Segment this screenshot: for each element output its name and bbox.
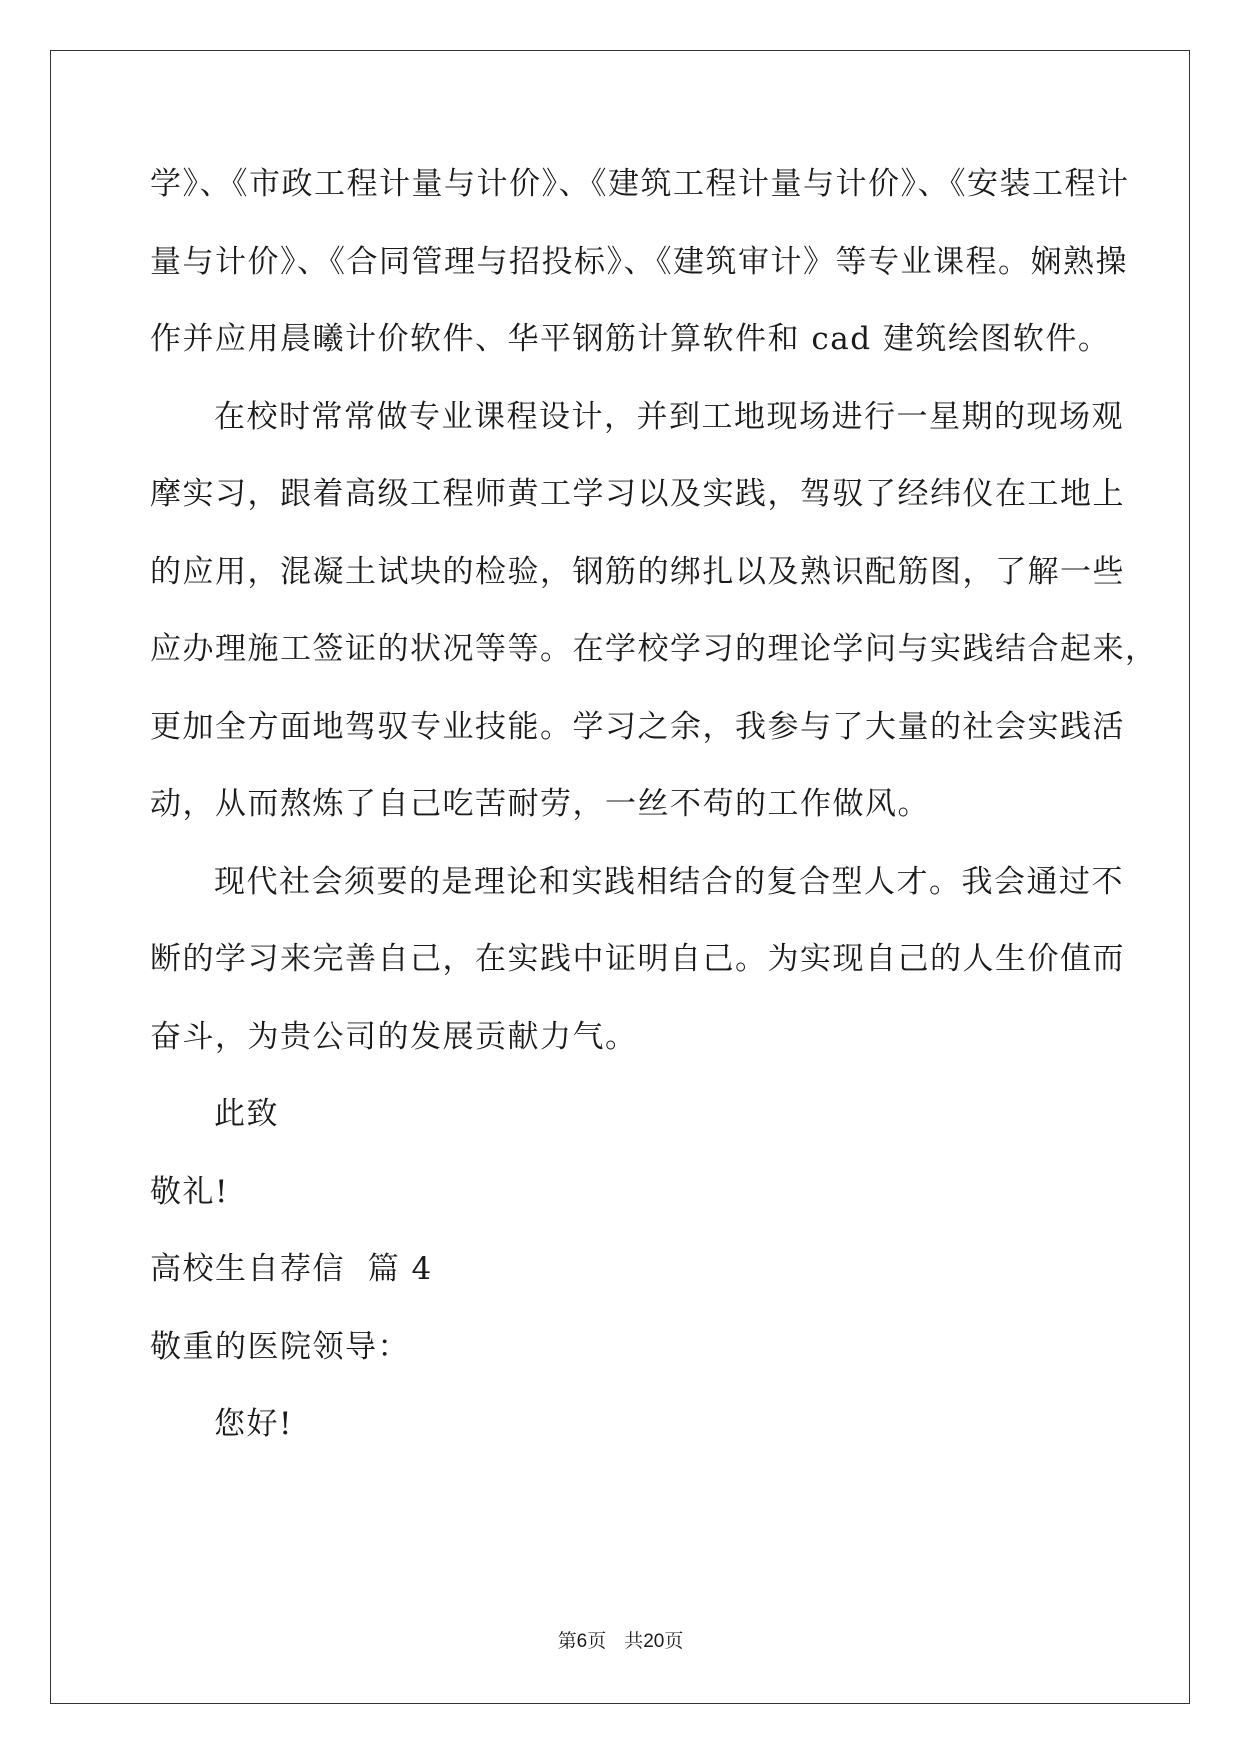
text-line: 量与计价》、《合同管理与招投标》、《建筑审计》等专业课程。娴熟操 bbox=[150, 243, 1128, 280]
total-page-number: 20 bbox=[643, 1631, 665, 1652]
section-heading: 高校生自荐信 篇 4 bbox=[150, 1251, 433, 1287]
addressee-line: 敬重的医院领导： bbox=[150, 1328, 410, 1365]
page-prefix: 第 bbox=[557, 1630, 577, 1652]
text-line: 作并应用晨曦计价软件、华平钢筋计算软件和 cad 建筑绘图软件。 bbox=[150, 321, 1111, 357]
text-line: 学》、《市政工程计量与计价》、《建筑工程计量与计价》、《安装工程计 bbox=[150, 166, 1130, 202]
text-line: 摩实习，跟着高级工程师黄工学习以及实践，驾驭了经纬仪在工地上 bbox=[150, 476, 1125, 512]
page-suffix: 页 bbox=[587, 1630, 607, 1652]
document-body bbox=[150, 162, 1158, 1480]
total-prefix: 共 bbox=[624, 1630, 644, 1652]
greeting-line: 您好! bbox=[214, 1406, 293, 1442]
text-line: 动，从而熬炼了自己吃苦耐劳，一丝不苟的工作做风。 bbox=[150, 786, 930, 822]
page-footer bbox=[0, 1626, 1241, 1653]
salutation-line: 敬礼! bbox=[150, 1173, 229, 1210]
text-line: 的应用，混凝土试块的检验，钢筋的绑扎以及熟识配筋图，了解一些 bbox=[150, 553, 1125, 590]
text-line: 奋斗，为贵公司的发展贡献力气。 bbox=[150, 1018, 638, 1055]
text-line: 应办理施工签证的状况等等。在学校学习的理论学问与实践结合起来， bbox=[150, 631, 1158, 667]
current-page-number: 6 bbox=[576, 1631, 588, 1652]
text-line: 断的学习来完善自己，在实践中证明自己。为实现自己的人生价值而 bbox=[150, 941, 1125, 977]
paragraph-start-line: 现代社会须要的是理论和实践相结合的复合型人才。我会通过不 bbox=[214, 863, 1124, 900]
total-suffix: 页 bbox=[664, 1630, 684, 1652]
paragraph-start-line: 在校时常常做专业课程设计，并到工地现场进行一星期的现场观 bbox=[214, 398, 1124, 435]
text-line: 更加全方面地驾驭专业技能。学习之余，我参与了大量的社会实践活 bbox=[150, 708, 1125, 745]
closing-line: 此致 bbox=[214, 1096, 279, 1132]
